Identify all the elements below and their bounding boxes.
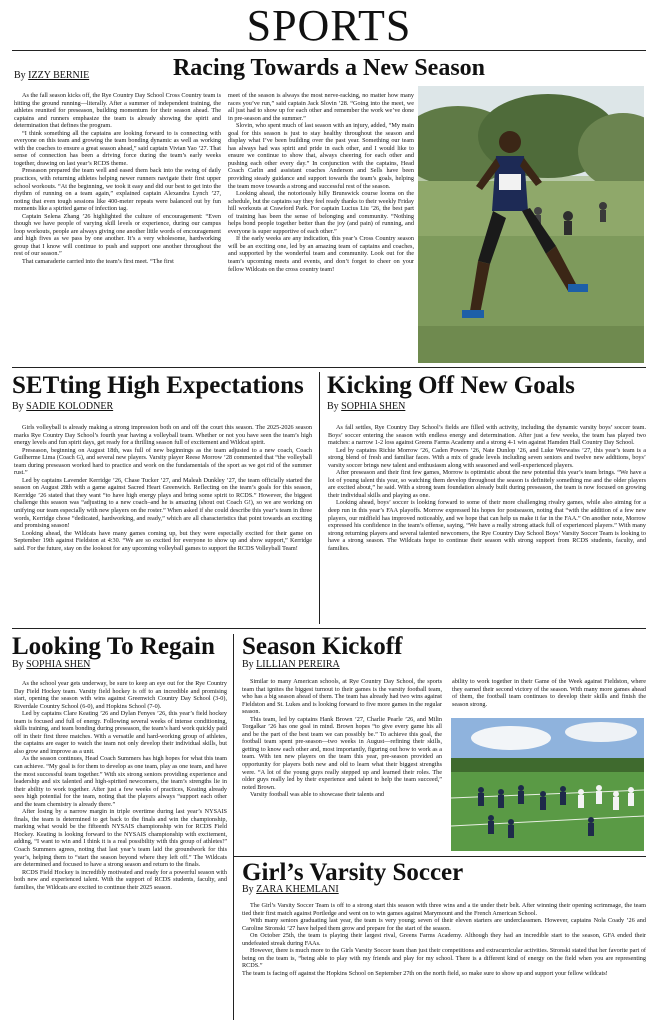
regain-byline [12,659,90,670]
setting-para: Girls volleyball is already making a strong impression both on and off the court this season. The 2025-2026 season marks Rye Country Day School’s fourth year having a volleyball team. Whether or not you have seen the team’s high energy levels and fun spirit days, get ready for a thrilling season full of excitement and Wildcat spirit. [14,424,312,447]
kickoff-col1-para: This team, led by captains Hank Brown ’27, Charlie Pearle ’26, and Milin Torgalkar ’26 has one goal in mind. Brown hopes “to give every game his all and be the part of the best team we can possibly be.” To achieve this goal, the football team spent pre-season—two weeks in August—refining their skills, getting to know each other and, most importantly, figuring out how to work as a team. With ten new players on the team this year, pre-season provided an opportunity for players both new and old to learn what their biggest strengths were. “A lot of the young guys really stepped up and learned their roles. The older guys really led by their experience and talent to help the team succeed,” noted Brown. [242,715,442,791]
regain-headline: Looking To Regain [12,633,215,660]
divider-horizontal-3 [234,856,646,857]
girls-soccer-para: On October 25th, the team is playing their largest rival, Greens Farms Academy. Although they had an incredible start to the season, GFA ended their undefeated streak during FAAs. [242,932,646,947]
girls-soccer-byline-author: ZARA KHEMLANI [256,884,339,895]
divider-vertical-2 [233,634,234,1020]
setting-byline-author: SADIE KOLODNER [26,401,114,412]
racing-byline-prefix: By [14,70,26,81]
kickoff-byline [242,659,340,670]
girls-soccer-para: The team is facing off against the Hopkins School on September 27th on the north field, so make sure to show up and support your fellow wildcats! [242,969,608,977]
kicking-para: After preseason and their first few games, Morrow is optimistic about the new potential this year’s team brings. “We have a lot of young talent this year, so watching them develop throughout the season is definitely something me and the older players are excited about,” he said. With a strong team foundation already built during preseason, the team is now focused on growing their individual skills and playing as one. [328,469,646,499]
racing-col2-para: If the early weeks are any indication, this year’s Cross Country season will be an exciting one, led by an amazing team of captains and coaches, and supported by the wonderful team and community. Look out for the team’s upcoming meets and events, and don’t forget to cheer on your fellow Wildcats on the cross country team! [228,235,414,273]
kicking-para: Looking ahead, boys’ soccer is looking forward to some of their more challenging rivalry games, while also aiming for a deep run in this year’s FAA playoffs. Morrow expressed his hopes for postseason, noting that “with the addition of a few new players, our midfield has improved noticeably, and we hope that can help us make it far in the FAA.” On another note, Morrow expressed his confidence in the team’s offense, saying, “We have a really strong attack full of experienced players.” With many strong returning players and several talented newcomers, the Rye Country Day School Boys’ Varsity Soccer Team is looking to have a strong season. The Wildcats hope to continue their season with strong support from RCDS students, faculty, and families. [328,499,646,552]
girls-soccer-para: With many seniors graduating last year, the team is very young; seven of their eleven starters are underclassmen. However, captains Nola Coady ’26 and Caroline Stronski ’27 have helped them grow and prepare for the start of the season. [242,917,646,932]
kicking-body [328,424,646,620]
kickoff-byline-author: LILLIAN PEREIRA [256,659,340,670]
regain-byline-prefix: By [12,659,24,670]
girls-soccer-byline-prefix: By [242,884,254,895]
girls-soccer-para: However, there is much more to the Girls Varsity Soccer team than just their competitions and extracurricular activities. Stronski stated that her favorite part of being on the team is, “being able to play with my friends and play for my school. There is a different kind of energy on the field when you are representing RCDS.” [242,947,646,970]
girls-soccer-byline [242,884,339,895]
racing-col1-para: As the fall season kicks off, the Rye Country Day School Cross Country team is hitting the ground running—literally. After a summer of independent training, the athletes reunited for preseason, building momentum for their season ahead. The captains and runners emphasize the team is already showing the spirit and determination that defines the program. [14,92,221,130]
cross-country-runner-photo [418,86,644,363]
kickoff-column-1 [242,678,442,858]
kicking-para: As fall settles, Rye Country Day School’s fields are filled with activity, including the dynamic varsity boys’ soccer team. Boys’ soccer entering the season with endless energy and determination. After just a few weeks, the team has played two matches: a narrow 1-2 loss against Greens Farms Academy and a strong 4-1 win against Hamden Hall Country Day School. [328,424,646,447]
racing-column-2 [228,92,414,362]
racing-col1-para: Captain Selena Zhang ’26 highlighted the culture of encouragement: “Even though we have people of varying skill levels or experience, during our campus loop workouts, people are always giving one another little words of encouragement and high fives as we pass by one another. It’s a very wholesome, hardworking group that I know will continue to push and support one another throughout the rest of our season.” [14,212,221,258]
kicking-byline-author: SOPHIA SHEN [341,401,406,412]
girls-soccer-headline: Girl’s Varsity Soccer [242,859,464,886]
kicking-para: Led by captains Richie Morrow ’26, Caden Powers ’26, Nate Dunlop ’26, and Luke Werwaiss ’27, this year’s team is a strong blend of fresh and familiar faces. With a mix of grade levels including seven seniors and twelve new additions, boys’ varsity soccer brings new talent and enthusiasm along with seasoned and well-experienced players. [328,446,646,469]
racing-col2-para: Looking ahead, the notoriously hilly Brunswick course looms on the schedule, but the captains say they feel ready thanks to their weekly Friday hill workouts at Crawford Park. For captain Lucius Liu ’26, the best part of training has been the sense of belonging and community. “Nothing helps bond people together better than the joy (and pain) of running, and everyone is super supportive of each other.” [228,190,414,235]
girls-soccer-body [242,902,646,1020]
regain-para: As the season continues, Head Coach Summers has high hopes for what this team can achieve. “My goal is for them to develop as one team, play as one team, and have the most successful team together.” With six strong seniors providing experience and leadership and six talented and high-spirited newcomers, the team’s strengths lie in their ability to work together. After just a few weeks of practices, Keating already sees high potential for the team, noting that the players always “support each other and the team chemistry is already there.” [14,755,227,808]
kickoff-column-2 [452,678,646,718]
kicking-byline [327,401,405,412]
regain-body [14,680,227,1020]
regain-para: Led by captains Clare Keating ’26 and Dylan Fenyes ’26, this year’s field hockey team is focused and full of energy. Following several weeks of intense conditioning, skills training, and team bonding during preseason, the team’s hard work quickly paid off in their first three matches. With a versatile and hard-working group of athletes, the captains are eager to watch the team not only develop their individual skills, but also grow and improve as a unit. [14,710,227,755]
kickoff-col1-para: Similar to many American schools, at Rye Country Day School, the sports team that ignites the biggest turnout to their games is the varsity football team, who has a big season ahead of them. The team has already had two wins against Fieldston and St. Lukes and is looking forward to five more games in the regular season. [242,678,442,716]
setting-para: Looking ahead, the Wildcats have many games coming up, but they were especially excited for their game on September 19th against Fieldston at 4:30. “We are so excited for everyone to show up and show support,” Kerridge said. For the future, stay on the lookout for any upcoming volleyball games to support the RCDS Volleyball Team! [14,529,312,552]
masthead-rule [12,50,646,51]
kicking-headline: Kicking Off New Goals [327,372,575,399]
racing-headline: Racing Towards a New Season [172,55,486,81]
regain-para: As the school year gets underway, be sure to keep an eye out for the Rye Country Day Field Hockey team. Varsity field hockey is off to an incredible and promising start, opening the season with wins against Greenwich Country Day School (3-0), Riverdale Country School (6-0), and Hopkins School (7-0). [14,680,227,710]
setting-para: Led by captains Lavender Kerridge ’26, Chase Tucker ’27, and Maleah Dunkley ’27, the team officially started the season on August 28th with a game against Sacred Heart Greenwich. Reflecting on the team’s goals for this season, Kerridge ’26 stated that they want “to have high energy plays and bring some spirit to RCDS.” However, the biggest challenge this season was “adjusting to a new coach–and he is amazing (shout out Coach G!), so we are working on unifying our team especially with new players on the roster.” When asked if she could describe this year’s team in three words, Kerridge chose “dedicated, hardworking, and ready,” which are all characteristics that point towards an exciting and promising season! [14,476,312,530]
regain-para: After losing by a narrow margin in triple overtime during last year’s NYSAIS finals, the team is determined to get back to the finals and win the championship, marking what would be the fifteenth NYSAIS championship win for RCDS Field Hockey. Keating is looking forward to the NYSAIS championship with excitement, adding, “I want to win and I think it is a real possibility with this group of athletes!” Coach Summers agrees, noting that last year’s team laid the groundwork for this year’s, helping them to “start the season beyond where they left off.” The Wildcats are determined and focused to have a strong season and return to the finals. [14,808,227,869]
kickoff-col2-para: ability to work together in their Game of the Week against Fieldston, where they earned their second victory of the season. With many more games ahead of them, the football team continues to develop their skills and finish the season strong. [452,678,646,708]
football-game-photo [451,718,644,851]
section-title: SPORTS [246,1,412,50]
divider-horizontal-1 [12,367,646,368]
kicking-byline-prefix: By [327,401,339,412]
racing-col1-para: “I think something all the captains are looking forward to is connecting with everyone on this team and growing the team bonding dynamic as well as working with the coaches to ensure a great season ahead,” said captain Vivian Yao ’27. That sense of connection has been a driving force during the team’s early weeks together, drawing on last year’s RCDS theme. [14,129,221,167]
racing-column-1 [14,92,221,362]
setting-byline [12,401,113,412]
setting-body [14,424,312,620]
racing-col2-para: meet of the season is always the most nerve-racking, no matter how many races you’ve run,” said captain Jack Slovin ’28. “Going into the meet, we all just had to show up for each other and remember the work we’ve done in pre-season and the summer.” [228,92,414,122]
kickoff-byline-prefix: By [242,659,254,670]
racing-byline [14,70,89,81]
regain-byline-author: SOPHIA SHEN [26,659,91,670]
setting-headline: SETting High Expectations [12,372,304,399]
kickoff-headline: Season Kickoff [242,633,403,660]
divider-horizontal-2 [12,628,646,629]
setting-para: Preseason, beginning on August 18th, was full of new beginnings as the team adjusted to a new coach, Coach Guilherme Lima (Coach G), and several new players. Varsity player Reese Morrow ’28 commented that “the volleyball team during preseason worked hard to practice and work on the fundamentals of the sport as we got rid of the summer rust.” [14,446,312,477]
divider-vertical-1 [319,372,320,624]
racing-col2-para: Slovin, who spent much of last season with an injury, added, “My main goal for this season is just to stay healthy throughout the season and display what I’ve been building over the past year. Something our team has always had was spirit and pride in each other, and I would like to ensure we continue to show that, always cheering for each other and pushing each other every day.” In conjunction with the captains, Head Coach Carlin and assistant coaches Anderson and Sells have been providing steady guidance and support towards the team’s goals, helping the team move towards a strong and successful rest of the season. [228,122,414,190]
regain-para: RCDS Field Hockey is incredibly motivated and ready for a powerful season with both new and experienced talent. With the support of RCDS students, faculty, and families, the Wildcats are excited to continue their 2025 season. [14,868,227,891]
girls-soccer-para: The Girl’s Varsity Soccer Team is off to a strong start this season with three wins and a tie under their belt. After winning their opening scrimmage, the team tied their first match against Portledge and went on to win games against Marymount and the French American School. [242,902,646,917]
racing-col1-para: That camaraderie carried into the team’s first meet. “The first [22,258,174,266]
setting-byline-prefix: By [12,401,24,412]
racing-byline-author: IZZY BERNIE [28,70,90,81]
kickoff-col1-para: Varsity football was able to showcase their talents and [250,791,385,799]
racing-col1-para: Preseason prepared the team well and eased them back into the swing of daily practices, with returning athletes helping newer runners navigate their first upper school workouts. “At the beginning, we took it easy and did our best to get into the rhythm of running on a team again,” explained captain Alexandra Lynch ’27, noting that even tough sessions like 400-meter repeats were balanced out by fun moments like a spirited game of infection tag. [14,167,221,213]
